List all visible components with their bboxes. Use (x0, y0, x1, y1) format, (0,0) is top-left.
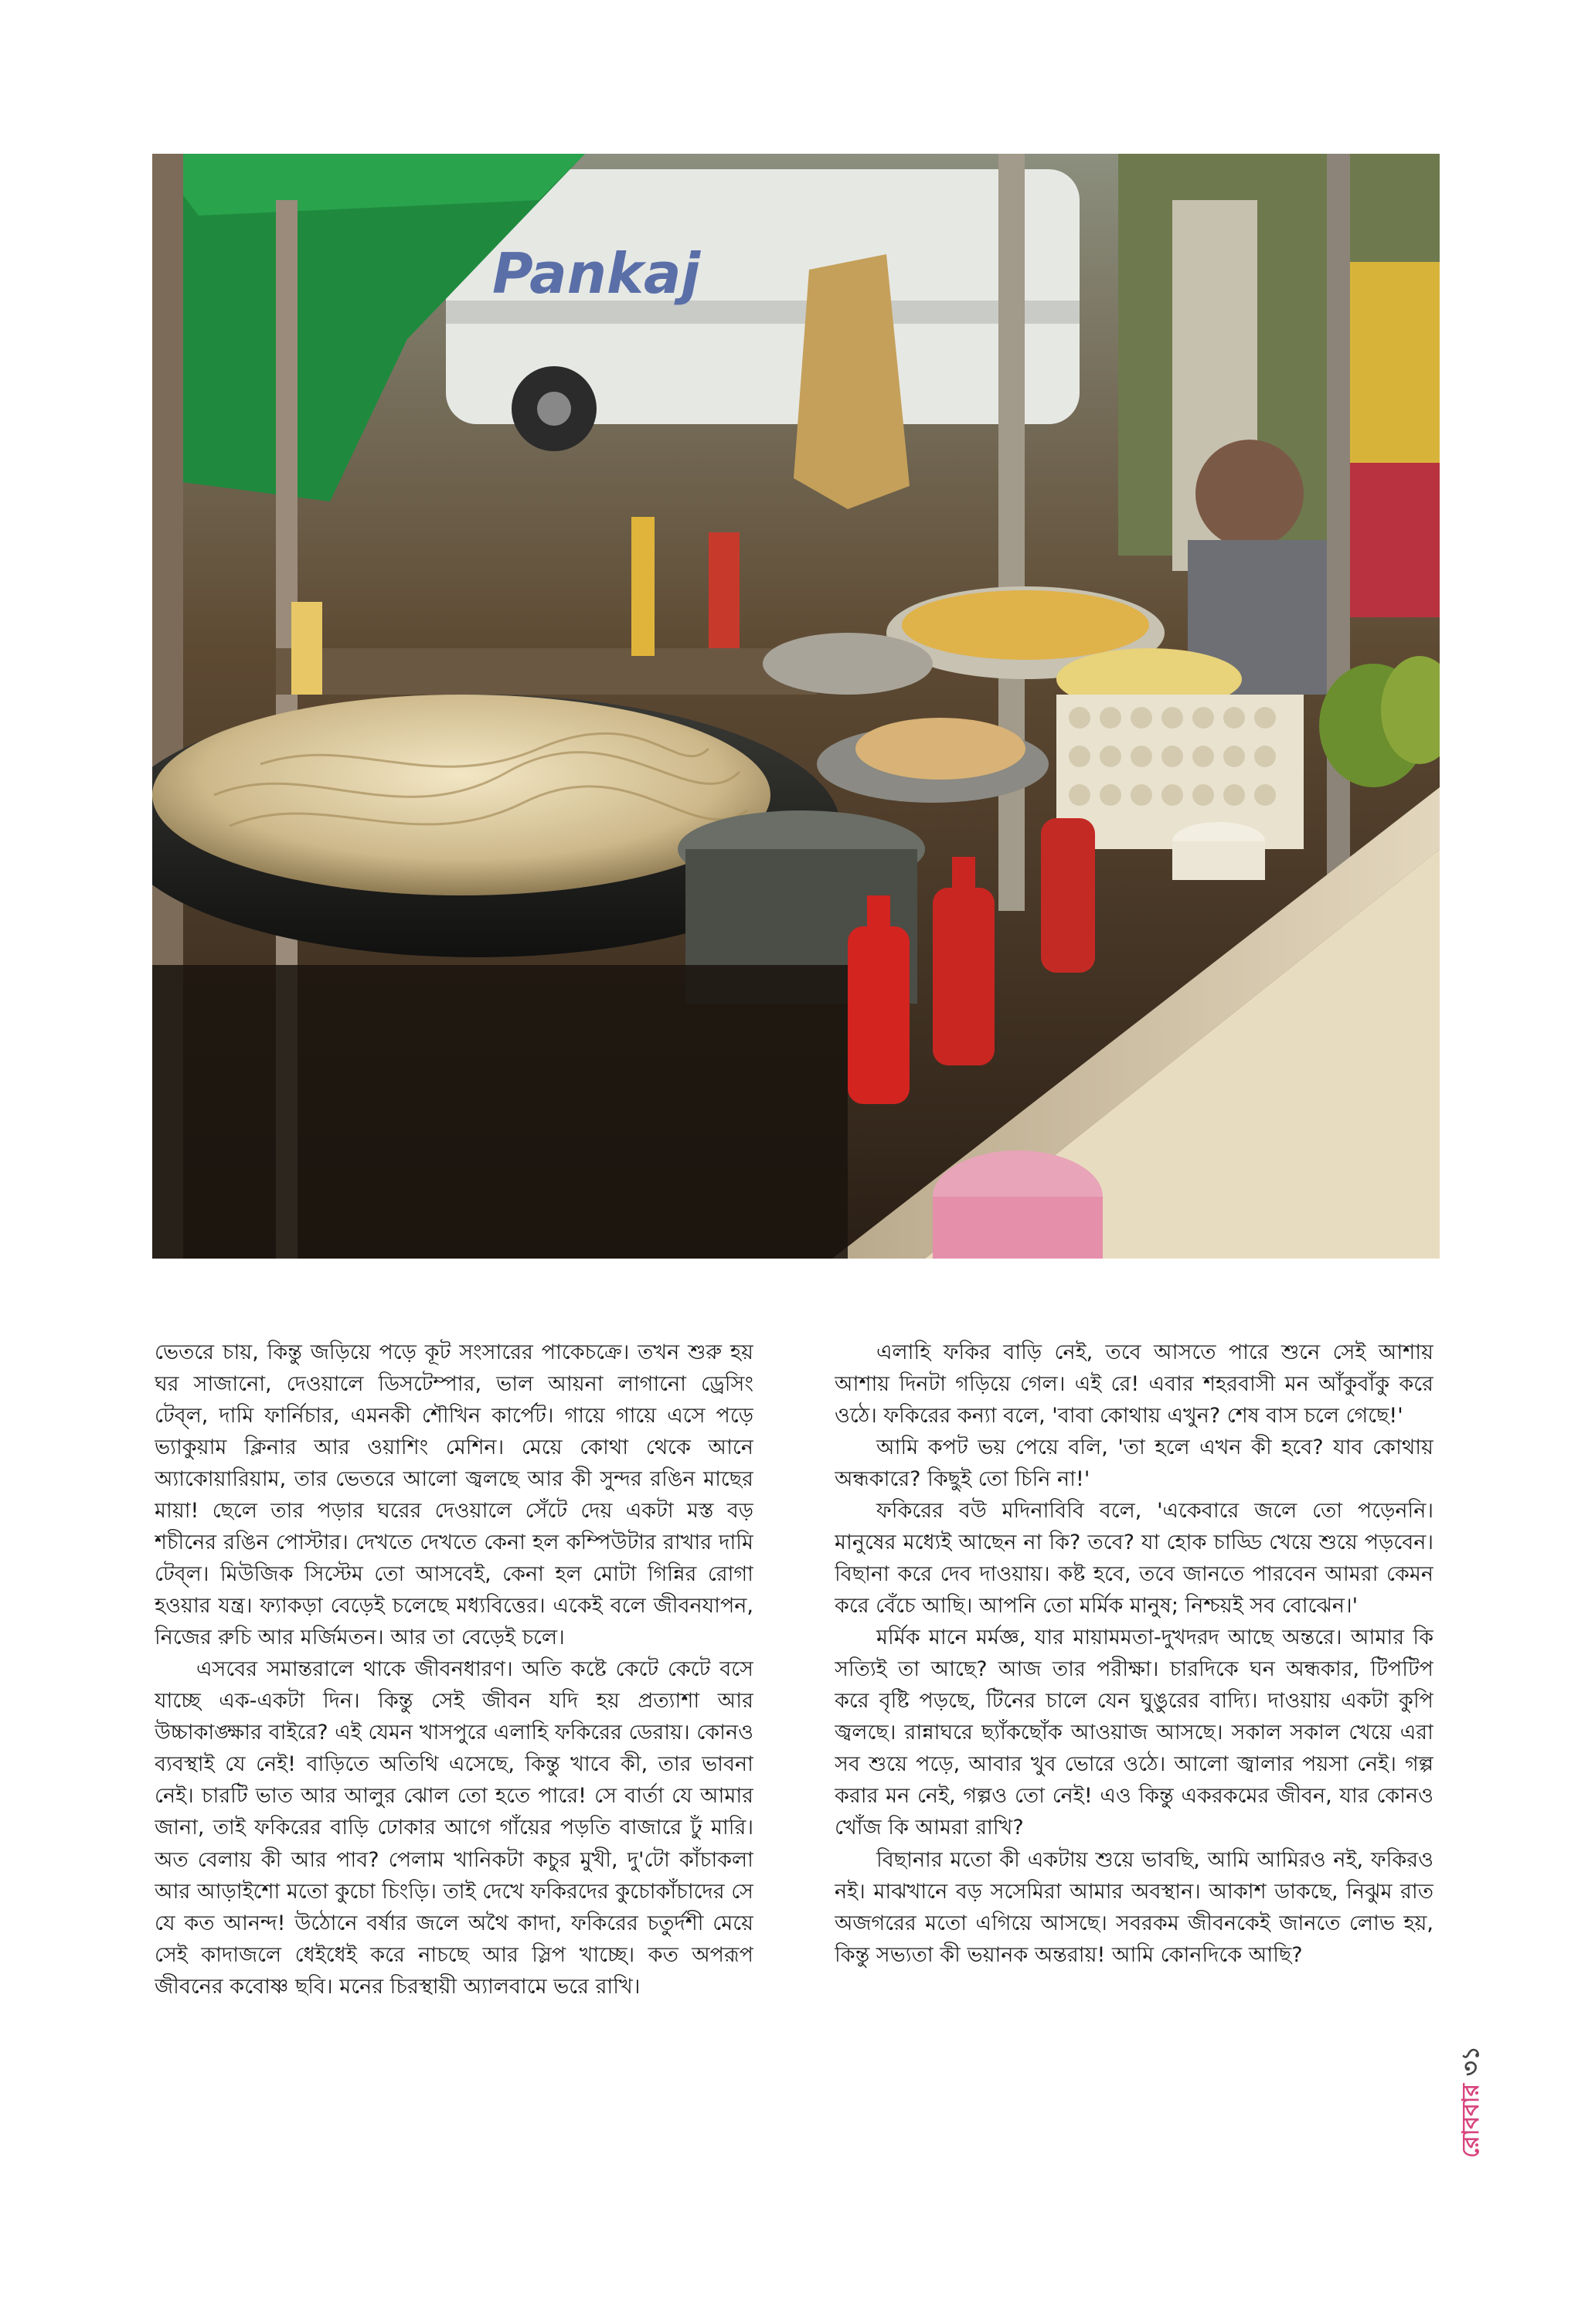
article-column-left (155, 1337, 753, 2210)
article-paragraph: মর্মিক মানে মর্মজ্ঞ, যার মায়ামমতা-দুখদরদ আছে অন্তরে। আমার কি সত্যিই তা আছে? আজ তার পরীক্ষা। চারদিকে ঘন অন্ধকার, টিপটিপ করে বৃষ্টি পড়ছে, টিনের চালে যেন ঘুঙুরের বাদ্যি। দাওয়ায় একটা কুপি জ্বলছে। রান্নাঘরে ছ্যাঁকছোঁক আওয়াজ আসছে। সকাল সকাল খেয়ে এরা সব শুয়ে পড়ে, আবার খুব ভোরে ওঠে। আলো জ্বালার পয়সা নেই। গল্প করার মন নেই, গল্পও তো নেই! এও কিন্তু একরকমের জীবন, যার কোনও খোঁজ কি আমরা রাখি? (835, 1626, 1433, 1840)
article-paragraph: ভেতরে চায়, কিন্তু জড়িয়ে পড়ে কূট সংসারের পাকেচক্রে। তখন শুরু হয় ঘর সাজানো, দেওয়ালে ডিসটেম্পার, ভাল আয়না লাগানো ড্রেসিং টেব্‌ল, দামি ফার্নিচার, এমনকী শৌখিন কার্পেট। গায়ে গায়ে এসে পড়ে ভ্যাকুয়াম ক্লিনার আর ওয়াশিং মেশিন। মেয়ে কোথা থেকে আনে অ্যাকোয়ারিয়াম, তার ভেতরে আলো জ্বলছে আর কী সুন্দর রঙিন মাছের মায়া! ছেলে তার পড়ার ঘরের দেওয়ালে সেঁটে দেয় একটা মস্ত বড় শচীনের রঙিন পোস্টার। দেখতে দেখতে কেনা হল কম্পিউটার রাখার দামি টেব্‌ল। মিউজিক সিস্টেম তো আসবেই, কেনা হল মোটা গিন্নির রোগা হওয়ার যন্ত্র। ফ্যাকড়া বেড়েই চলেছে মধ্যবিত্তের। একেই বলে জীবনযাপন, নিজের রুচি আর মর্জিমতন। আর তা বেড়েই চলে। (155, 1340, 753, 1650)
article-paragraph: এলাহি ফকির বাড়ি নেই, তবে আসতে পারে শুনে সেই আশায় আশায় দিনটা গড়িয়ে গেল। এই রে! এবার শহরবাসী মন আঁকুবাঁকু করে ওঠে। ফকিরের কন্যা বলে, 'বাবা কোথায় এখুন? শেষ বাস চলে গেছে!' (835, 1340, 1433, 1429)
bus-sign-text: Pankaj (492, 241, 701, 306)
article-paragraph: ফকিরের বউ মদিনাবিবি বলে, 'একেবারে জলে তো পড়েননি। মানুষের মধ্যেই আছেন না কি? তবে? যা হোক চাড্ডি খেয়ে শুয়ে পড়বেন। বিছানা করে দেব দাওয়ায়। কষ্ট হবে, তবে জানতে পারবেন আমরা কেমন করে বেঁচে আছি। আপনি তো মর্মিক মানুষ; নিশ্চয়ই সব বোঝেন।' (835, 1499, 1433, 1619)
article-paragraph: আমি কপট ভয় পেয়ে বলি, 'তা হলে এখন কী হবে? যাব কোথায় অন্ধকারে? কিছুই তো চিনি না!' (835, 1436, 1433, 1492)
page-footer (1453, 2024, 1490, 2179)
article-paragraph: বিছানার মতো কী একটায় শুয়ে ভাবছি, আমি আমিরও নই, ফকিরও নই। মাঝখানে বড় সসেমিরা আমার অবস্থান। আকাশ ডাকছে, নিঝুম রাত অজগরের মতো এগিয়ে আসছে। সবরকম জীবনকেই জানতে লোভ হয়, কিন্তু সভ্যতা কী ভয়ানক অন্তরায়! আমি কোনদিকে আছি? (835, 1847, 1433, 1967)
page-number: ৩১ (1457, 2045, 1484, 2076)
article-paragraph: এসবের সমান্তরালে থাকে জীবনধারণ। অতি কষ্টে কেটে কেটে বসে যাচ্ছে এক-একটা দিন। কিন্তু সেই জীবন যদি হয় প্রত্যাশা আর উচ্চাকাঙ্ক্ষার বাইরে? এই যেমন খাসপুরে এলাহি ফকিরের ডেরায়। কোনও ব্যবস্থাই যে নেই! বাড়িতে অতিথি এসেছে, কিন্তু খাবে কী, তার ভাবনা নেই। চারটি ভাত আর আলুর ঝোল তো হতে পারে! সে বার্তা যে আমার জানা, তাই ফকিরের বাড়ি ঢোকার আগে গাঁয়ের পড়তি বাজারে ঢুঁ মারি। অত বেলায় কী আর পাব? পেলাম খানিকটা কচুর মুখী, দু'টো কাঁচাকলা আর আড়াইশো মতো কুচো চিংড়ি। তাই দেখে ফকিরদের কুচোকাঁচাদের সে যে কত আনন্দ! উঠোনে বর্ষার জলে অথৈ কাদা, ফকিরের চতুর্দশী মেয়ে সেই কাদাজলে ধেইধেই করে নাচছে আর স্লিপ খাচ্ছে। কত অপরূপ জীবনের কবোষ্ণ ছবি। মনের চিরস্থায়ী অ্যালবামে ভরে রাখি। (155, 1657, 753, 1999)
article-column-right (835, 1337, 1433, 2210)
magazine-name: রোববার (1457, 2083, 1484, 2158)
street-food-stall-photo (152, 154, 1440, 1259)
